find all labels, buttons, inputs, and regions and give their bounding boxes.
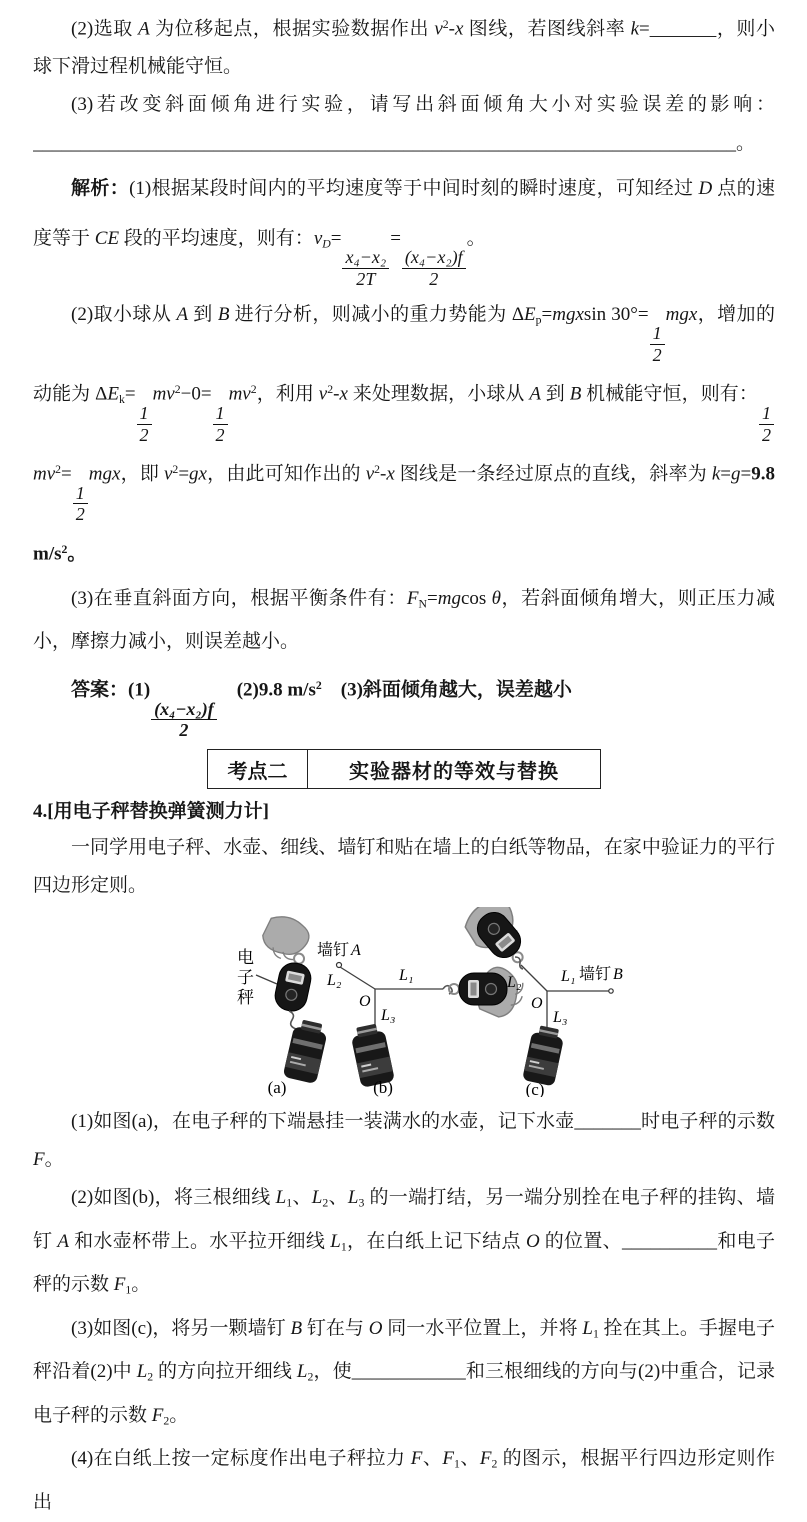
question-4-4: (4)在白纸上按一定标度作出电子秤拉力 F、$F_1$、$F_2$ 的图示，根据平行四边形定则作出 <box>33 1448 775 1513</box>
scale-label-char-3: 秤 <box>237 988 254 1008</box>
scale-label-char-1: 电 <box>237 948 254 968</box>
analysis-part-1: 解析：(1)根据某段时间内的平均速度等于中间时刻的瞬时速度，可知经过 D 点的速度等于 CE 段的平均速度，则有：$v_D=$ $\frac{\text{x₄−x₂}}{2T}$ = $\frac{\text{(x₄−x₂)f}}{2}$ 。 <box>33 178 775 290</box>
experiment-figure <box>169 907 639 1103</box>
electronic-scale-icon-b <box>449 973 507 1005</box>
analysis-part-2: (2)取小球从 A 到 B 进行分析，则减小的重力势能为 $\Delta E_p=mgxsin$ 30°= $\frac{1}{2}$ mgx，增加的动能为 $\Delta E_k=$ $\frac{1}{2}$ $mv^2-0=$ $\frac{1}{2}$ $mv^2$，利用 $v^2-x$ 来处理数据，小球从 A 到 B 机械能守恒，则有： $\frac{1}{2}$ $mv^2=$ $\frac{1}{2}$ mgx，即 $v^2=gx$，由此可知作出的 $v^2-x$ 图线是一条经过原点的直线，斜率为 k=g=9.8 $m/s^2$。 <box>33 303 775 565</box>
caption-b: (b) <box>373 1078 393 1098</box>
wall-nail-a-letter: A <box>351 942 361 960</box>
answer-blank-line: __________________________________________________________________________。 <box>33 133 756 155</box>
topic-title: 实验器材的等效与替换 <box>349 760 559 783</box>
label-O-b: O <box>359 993 371 1011</box>
water-kettle-icon <box>283 1018 330 1084</box>
question-2-text: (2)选取 A 为位移起点，根据实验数据作出 $v^2-x$ 图线，若图线斜率 k=_______，则小球下滑过程机械能守恒。 <box>33 18 775 78</box>
label-L3-c: L₃ <box>553 1009 568 1027</box>
experiment-figure-svg <box>169 907 639 1097</box>
question-3-text: (3)若改变斜面倾角进行实验，请写出斜面倾角大小对实验误差的影响： <box>71 94 775 116</box>
topic-badge: 考点二 <box>208 750 308 788</box>
caption-a: (a) <box>267 1078 287 1098</box>
string-L2-c <box>521 965 547 991</box>
wall-nail-b-icon <box>609 989 613 993</box>
problem-4-title: 4.[用电子秤替换弹簧测力计] <box>33 801 269 823</box>
water-kettle-icon-c <box>522 1024 565 1086</box>
caption-c: (c) <box>525 1080 545 1098</box>
question-4-1: (1)如图(a)，在电子秤的下端悬挂一装满水的水壶，记下水壶_______时电子秤的示数 F。 <box>33 1111 775 1171</box>
analysis-part-3: (3)在垂直斜面方向，根据平衡条件有：$F_N=mgcos$ θ，若斜面倾角增大，则正压力减小，摩擦力减小，则误差越小。 <box>33 587 775 653</box>
question-4-2: (2)如图(b)，将三根细线 $L_1$、$L_2$、$L_3$ 的一端打结，另一端分别拴在电子秤的挂钩、墙钉 A 和水壶杯带上。水平拉开细线 $L_1$，在白纸上记下结点 O 的位置、__________和电子秤的示数 $F_1$。 <box>33 1187 775 1297</box>
scale-label-char-2: 子 <box>237 968 254 988</box>
label-L2-c: L₂ <box>507 974 522 992</box>
problem-4-intro: 一同学用电子秤、水壶、细线、墙钉和贴在墙上的白纸等物品，在家中验证力的平行四边形定则。 <box>33 837 775 897</box>
wall-nail-b-letter: B <box>613 966 623 984</box>
hand-icon <box>258 912 313 965</box>
label-L2-b: L₂ <box>327 972 342 990</box>
wall-nail-a-label: 墙钉 <box>317 942 350 960</box>
label-L1-b: L₁ <box>399 967 414 985</box>
wall-nail-b-label: 墙钉 <box>579 966 612 984</box>
string-L2-b <box>340 967 375 989</box>
subfigure-a <box>237 912 329 1097</box>
label-O-c: O <box>531 995 543 1013</box>
electronic-scale-icon <box>272 950 315 1013</box>
question-4-3: (3)如图(c)，将另一颗墙钉 B 钉在与 O 同一水平位置上，并将 $L_1$ 拴在其上。手握电子秤沿着(2)中 $L_2$ 的方向拉开细线 $L_2$，使____________和三根细线的方向与(2)中重合，记录电子秤的示数 $F_2$。 <box>33 1317 775 1428</box>
topic-header-box <box>207 749 601 789</box>
hook-icon <box>289 1011 296 1029</box>
label-L1-c: L₁ <box>561 968 576 986</box>
scale-label-pointer <box>256 975 277 984</box>
subfigure-b <box>317 941 528 1097</box>
label-L3-b: L₃ <box>381 1007 396 1025</box>
answer-line: 答案：(1) $\frac{\text{(x₄−x₂)f}}{2}$ (2)9.8 $m/s^2$ (3)斜面倾角越大，误差越小 <box>71 679 572 741</box>
